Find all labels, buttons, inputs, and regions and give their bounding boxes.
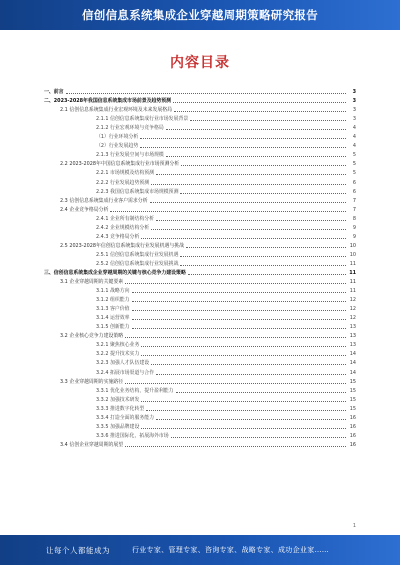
footer-tagline: 行业专家、管理专家、咨询专家、战略专家、成功企业家……: [132, 546, 330, 554]
toc-entry-title: 3.3.2 加强技术研发: [96, 396, 140, 403]
toc-entry-title: 2.4.3 竞争格局分析: [96, 233, 140, 240]
toc-heading: 内容目录: [170, 55, 230, 71]
table-of-contents: [44, 86, 356, 448]
toc-entry[interactable]: [44, 158, 356, 167]
toc-dot-leader: [141, 401, 346, 402]
toc-entry-page: 12: [349, 315, 356, 322]
toc-entry-title: 2.1.2 行业宏观环境与竞争格局: [96, 125, 164, 132]
toc-entry-page: 10: [349, 251, 356, 258]
toc-entry-page: 12: [349, 297, 356, 304]
toc-dot-leader: [141, 346, 346, 347]
toc-dot-leader: [146, 410, 346, 411]
toc-entry-title: 3.2.1 聚焦核心业务: [96, 342, 140, 349]
toc-entry[interactable]: [44, 385, 356, 394]
toc-dot-leader: [174, 111, 346, 112]
toc-entry-page: 4: [352, 134, 356, 141]
toc-entry-page: 3: [352, 107, 356, 114]
toc-entry[interactable]: [44, 86, 356, 95]
toc-entry[interactable]: [44, 231, 356, 240]
toc-entry-title: 2.2.1 市场规模及结构预测: [96, 170, 155, 177]
toc-entry-title: 3.3.4 打造全面的服务能力: [96, 414, 155, 421]
toc-entry-title: 3.1.3 客户价值: [96, 306, 130, 313]
toc-entry[interactable]: [44, 204, 356, 213]
toc-entry-title: 2.5 2023-2028年信创信息系统集成行业发展机遇与挑战: [60, 242, 185, 249]
toc-entry-page: 11: [349, 269, 356, 276]
toc-dot-leader: [156, 220, 346, 221]
toc-dot-leader: [176, 392, 346, 393]
toc-entry[interactable]: [44, 312, 356, 321]
toc-entry[interactable]: [44, 294, 356, 303]
toc-entry-page: 11: [349, 260, 356, 267]
toc-entry-page: 16: [349, 441, 356, 448]
toc-dot-leader: [171, 437, 346, 438]
toc-entry-page: 8: [352, 215, 356, 222]
toc-entry[interactable]: [44, 149, 356, 158]
toc-entry[interactable]: [44, 376, 356, 385]
toc-entry-title: 3.2.2 提升技术实力: [96, 351, 140, 358]
toc-dot-leader: [150, 202, 346, 203]
toc-entry-title: 3.1 企业穿越周期的关键要素: [60, 279, 124, 286]
toc-entry-title: 2.2.3 我国信息系统集成市场规模预测: [96, 188, 179, 195]
toc-entry[interactable]: [44, 403, 356, 412]
toc-entry[interactable]: [44, 267, 356, 276]
report-footer: [0, 535, 400, 565]
toc-entry[interactable]: [44, 131, 356, 140]
toc-entry[interactable]: [44, 394, 356, 403]
toc-entry-page: 14: [349, 360, 356, 367]
toc-entry-title: 2.1 信创信息系统集成行业宏观环境及未来发展格局: [60, 107, 173, 114]
toc-dot-leader: [141, 355, 346, 356]
toc-entry-page: 15: [349, 387, 356, 394]
toc-entry[interactable]: [44, 276, 356, 285]
toc-entry-page: 9: [352, 224, 356, 231]
toc-entry-title: 3.1.4 运营效率: [96, 315, 130, 322]
toc-entry[interactable]: [44, 321, 356, 330]
report-title: 信创信息系统集成企业穿越周期策略研究报告: [82, 8, 318, 22]
toc-entry[interactable]: [44, 140, 356, 149]
toc-entry-page: 6: [352, 179, 356, 186]
toc-entry-page: 15: [349, 405, 356, 412]
toc-dot-leader: [166, 156, 346, 157]
toc-entry-page: 10: [349, 242, 356, 249]
toc-entry[interactable]: [44, 176, 356, 185]
toc-dot-leader: [156, 174, 346, 175]
toc-entry[interactable]: [44, 186, 356, 195]
toc-dot-leader: [166, 129, 346, 130]
footer-slogan: 让每个人都能成为: [46, 545, 110, 555]
toc-entry[interactable]: [44, 258, 356, 267]
toc-entry[interactable]: [44, 330, 356, 339]
toc-entry-page: 5: [352, 152, 356, 159]
toc-entry-page: 15: [349, 396, 356, 403]
toc-dot-leader: [132, 292, 346, 293]
toc-entry-page: 13: [349, 333, 356, 340]
toc-entry-page: 7: [352, 197, 356, 204]
toc-dot-leader: [186, 247, 346, 248]
toc-dot-leader: [180, 193, 346, 194]
toc-dot-leader: [181, 165, 346, 166]
toc-entry[interactable]: [44, 348, 356, 357]
toc-entry[interactable]: [44, 439, 356, 448]
toc-entry-page: 11: [349, 279, 356, 286]
toc-entry-page: 16: [349, 432, 356, 439]
toc-entry[interactable]: [44, 104, 356, 113]
toc-entry[interactable]: [44, 113, 356, 122]
toc-entry[interactable]: [44, 430, 356, 439]
toc-entry-page: 4: [352, 125, 356, 132]
toc-entry-page: 9: [352, 233, 356, 240]
toc-entry-page: 13: [349, 342, 356, 349]
toc-entry-title: 3.3.1 优化业务结构，提升盈利能力: [96, 387, 174, 394]
toc-dot-leader: [156, 419, 346, 420]
toc-entry-page: 11: [349, 288, 356, 295]
toc-entry-title: 3.2 企业核心竞争力建设策略: [60, 333, 124, 340]
toc-entry-title: 3.1.5 创新能力: [96, 324, 130, 331]
toc-entry-title: 3.3.6 推进国际化，拓展海外市场: [96, 432, 169, 439]
toc-entry-title: 2.1.3 行业发展空间与市场规模: [96, 152, 164, 159]
toc-dot-leader: [173, 102, 346, 103]
toc-entry[interactable]: [44, 195, 356, 204]
toc-entry[interactable]: [44, 213, 356, 222]
toc-entry-page: 16: [349, 414, 356, 421]
toc-entry-title: 3.2.3 加强人才队伍建设: [96, 360, 150, 367]
toc-entry-title: 3.1.1 战略方向: [96, 288, 130, 295]
toc-entry[interactable]: [44, 240, 356, 249]
toc-entry-page: 14: [349, 351, 356, 358]
toc-dot-leader: [132, 310, 346, 311]
toc-entry[interactable]: [44, 95, 356, 104]
toc-entry-title: 2.2.2 行业发展趋势预测: [96, 179, 150, 186]
toc-dot-leader: [141, 238, 346, 239]
toc-dot-leader: [151, 184, 346, 185]
toc-entry-title: 3.2.4 拓展市场渠道与合作: [96, 369, 155, 376]
toc-dot-leader: [132, 319, 346, 320]
toc-entry-page: 3: [352, 116, 356, 123]
toc-dot-leader: [141, 428, 346, 429]
toc-entry[interactable]: [44, 412, 356, 421]
toc-entry[interactable]: [44, 339, 356, 348]
toc-dot-leader: [180, 265, 346, 266]
toc-entry-title: （2）行业发展趋势: [96, 143, 139, 150]
toc-entry[interactable]: [44, 421, 356, 430]
toc-entry-title: （1）行业环境分析: [96, 134, 139, 141]
toc-entry-page: 3: [352, 89, 356, 96]
toc-dot-leader: [110, 211, 346, 212]
toc-entry[interactable]: [44, 285, 356, 294]
toc-dot-leader: [132, 301, 346, 302]
toc-dot-leader: [190, 120, 346, 121]
toc-entry-title: 3.1.2 组织能力: [96, 297, 130, 304]
toc-entry-page: 5: [352, 170, 356, 177]
report-header: [0, 0, 400, 30]
toc-dot-leader: [188, 274, 346, 275]
toc-entry-title: 2.5.2 信创信息系统集成行业发展挑战: [96, 260, 179, 267]
toc-dot-leader: [125, 446, 346, 447]
toc-entry-title: 三、信创信息系统集成企业穿越周期的关键与核心竞争力建设策略: [44, 269, 186, 276]
toc-entry-title: 3.3.3 推进数字化转型: [96, 405, 145, 412]
toc-dot-leader: [151, 229, 346, 230]
toc-entry-page: 14: [349, 369, 356, 376]
toc-dot-leader: [180, 256, 346, 257]
page-number: 1: [352, 523, 356, 529]
toc-entry-page: 3: [352, 98, 356, 105]
toc-entry-title: 2.4.2 企业规模结构分析: [96, 224, 150, 231]
toc-entry-title: 2.5.1 信创信息系统集成行业发展机遇: [96, 251, 179, 258]
toc-dot-leader: [125, 283, 346, 284]
toc-entry-title: 2.3 信创信息系统集成行业客户需求分析: [60, 197, 148, 204]
toc-entry[interactable]: [44, 357, 356, 366]
toc-entry[interactable]: [44, 122, 356, 131]
toc-entry-title: 3.4 信创企业穿越周期的展望: [60, 441, 124, 448]
toc-entry-page: 15: [349, 378, 356, 385]
toc-dot-leader: [140, 138, 346, 139]
toc-entry-title: 2.1.1 信创信息系统集成行业市场发展背景: [96, 116, 189, 123]
toc-dot-leader: [140, 147, 346, 148]
toc-entry[interactable]: [44, 167, 356, 176]
toc-entry[interactable]: [44, 366, 356, 375]
toc-dot-leader: [151, 364, 346, 365]
toc-entry-title: 二、2023-2028年我国信息系统集成市场前景及趋势预测: [44, 98, 172, 105]
toc-entry-title: 3.3.5 加强品牌建设: [96, 423, 140, 430]
toc-entry-page: 5: [352, 161, 356, 168]
toc-dot-leader: [156, 374, 346, 375]
toc-entry-page: 7: [352, 206, 356, 213]
toc-entry-title: 2.4 企业竞争格局分析: [60, 206, 109, 213]
toc-entry[interactable]: [44, 222, 356, 231]
toc-entry-page: 6: [352, 188, 356, 195]
toc-entry-page: 13: [349, 324, 356, 331]
toc-entry-title: 3.3 企业穿越周期的实施路径: [60, 378, 124, 385]
toc-dot-leader: [66, 93, 346, 94]
toc-entry-title: 2.4.1 企业所有制结构分析: [96, 215, 155, 222]
toc-dot-leader: [132, 328, 346, 329]
toc-entry-page: 4: [352, 143, 356, 150]
toc-entry-page: 16: [349, 423, 356, 430]
toc-entry[interactable]: [44, 303, 356, 312]
toc-entry-page: 12: [349, 306, 356, 313]
toc-dot-leader: [125, 337, 346, 338]
toc-entry-title: 2.2 2023-2028年中国信息系统集成行业市场预测分析: [60, 161, 180, 168]
toc-entry[interactable]: [44, 249, 356, 258]
toc-dot-leader: [125, 383, 346, 384]
toc-entry-title: 一、前言: [44, 89, 64, 96]
